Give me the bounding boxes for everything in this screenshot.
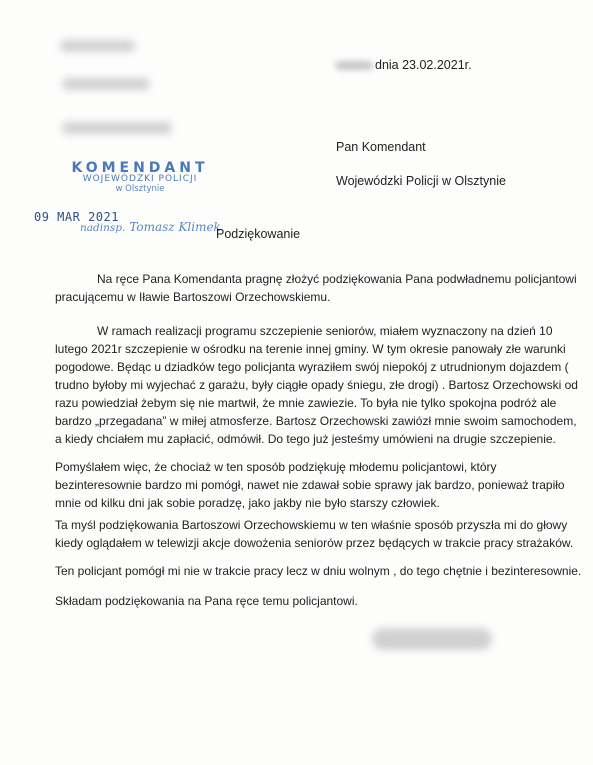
redacted-sender-name <box>60 40 135 52</box>
letter-date <box>335 58 472 72</box>
stamp-subtitle: WOJEWÓDZKI POLICJI <box>82 174 198 184</box>
redacted-place <box>335 61 373 70</box>
letter-subject: Podziękowanie <box>216 227 301 241</box>
stamp-title: KOMENDANT <box>71 160 209 176</box>
letter-paragraph-4 <box>55 516 585 552</box>
recipient-line-1: Pan Komendant <box>336 140 426 154</box>
received-date-stamp: 09 MAR 2021 <box>34 210 119 224</box>
redacted-sender-city <box>62 122 172 134</box>
paragraph-text: Ten policjant pomógł mi nie w trakcie pracy lecz w dniu wolnym , do tego chętnie i bezinteresownie. <box>55 564 582 578</box>
date-text: dnia 23.02.2021r. <box>375 58 472 72</box>
paragraph-text: W ramach realizacji programu szczepienie seniorów, miałem wyznaczony na dzień 10 lutego 2021r szczepienie w ośrodku na terenie innej gminy. W tym okresie panowały złe warunki pogodowe. Będąc u dziadków tego policjanta wyraziłem swój niepokój z utrudnionym dojazdem ( trudno byłoby mi wyjechać z garażu, były ciągłe opady śniegu, złe drogi) . Bartosz Orzechowski od razu powiedział żebym się nie martwił, że mnie zawiezie. To była nie tylko spokojna podróż ale bardzo „przegadana” w miłej atmosferze. Bartosz Orzechowski zawiózł mnie swoim samochodem, a kiedy chciałem mu zapłacić, odmówił. Do tego już jesteśmy umówieni na drugie szczepienie. <box>55 324 578 446</box>
signature-prefix: nadinsp. <box>80 222 126 234</box>
paragraph-text: Składam podziękowania na Pana ręce temu policjantowi. <box>55 594 358 608</box>
letter-paragraph-1 <box>55 270 585 306</box>
recipient-line-2: Wojewódzki Policji w Olsztynie <box>336 174 506 188</box>
letter-paragraph-6 <box>55 592 585 610</box>
redacted-sender-address <box>62 78 150 90</box>
paragraph-text: Na ręce Pana Komendanta pragnę złożyć podziękowania Pana podwładnemu policjantowi pracującemu w Iławie Bartoszowi Orzechowskiemu. <box>55 272 577 304</box>
redacted-signature <box>372 628 492 650</box>
stamp-city: w Olsztynie <box>115 184 165 194</box>
handwritten-signature <box>80 220 221 234</box>
letter-paragraph-2 <box>55 322 585 448</box>
paragraph-text: Ta myśl podziękowania Bartoszowi Orzechowskiemu w ten właśnie sposób przyszła mi do głowy kiedy oglądałem w telewizji akcje dowożenia seniorów przez będących w trakcie pracy strażaków. <box>55 518 574 550</box>
official-stamp <box>60 160 220 194</box>
paragraph-text: Pomyślałem więc, że chociaż w ten sposób podziękuję młodemu policjantowi, który bezinteresownie bardzo mi pomógł, nawet nie zdawał sobie sprawy jak bardzo, ponieważ trapiło mnie od kilku dni jak sobie poradzę, jako jakby nie było starszy człowiek. <box>55 460 565 510</box>
signature-name: Tomasz Klimek <box>129 220 221 234</box>
letter-paragraph-3 <box>55 458 585 512</box>
letter-paragraph-5 <box>55 562 585 580</box>
